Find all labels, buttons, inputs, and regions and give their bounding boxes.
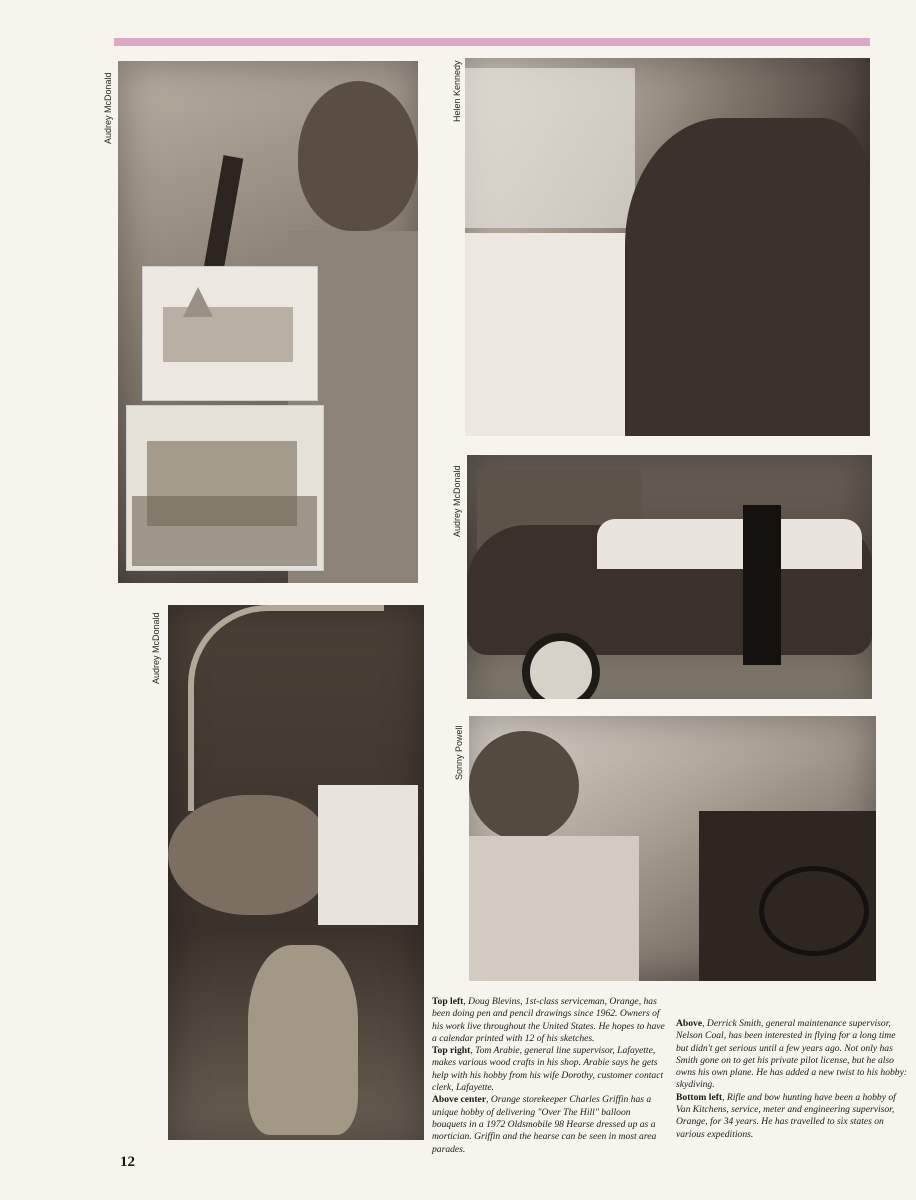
captions-column-right bbox=[676, 1018, 910, 1141]
photo-credit-top-right: Helen Kennedy bbox=[452, 60, 462, 122]
captions-column-left bbox=[432, 996, 667, 1156]
page-number: 12 bbox=[120, 1154, 135, 1170]
man-working bbox=[625, 118, 870, 436]
photo-hunting-trophies bbox=[168, 605, 424, 1140]
hearse-roof bbox=[597, 519, 862, 569]
deer-mount bbox=[248, 945, 358, 1135]
photo-credit-bottom-left: Audrey McDonald bbox=[151, 612, 161, 684]
caption-top-right: Top right, Tom Arabie, general line supervisor, Lafayette, makes various wood crafts in his shop. Arabie says he gets help with his hobby from his wife Dorothy, customer contact clerk, Lafayette. bbox=[432, 1045, 664, 1094]
elk-antlers bbox=[188, 605, 384, 811]
drawing-victorian-station bbox=[142, 266, 318, 401]
easel bbox=[203, 155, 244, 277]
caption-above: Above, Derrick Smith, general maintenance supervisor, Nelson Coal, has been interested in flying for a long time but didn't get serious until a few years ago. Not only has Smith gone on to get his private pilot license, but he also owns his own plane. He has added a new twist to his hobby: skydiving. bbox=[676, 1018, 908, 1091]
photo-credit-middle-right: Audrey McDonald bbox=[452, 465, 462, 537]
control-yoke bbox=[759, 866, 869, 956]
photo-wood-shop bbox=[465, 58, 870, 436]
photo-credit-top-left: Audrey McDonald bbox=[103, 72, 113, 144]
pilot-shirt bbox=[469, 836, 639, 981]
man-head bbox=[298, 81, 418, 231]
photo-artist-with-drawings bbox=[118, 61, 418, 583]
caption-above-center: Above center, Orange storekeeper Charles Griffin has a unique hobby of delivering "Over The Hill" balloon bouquets in a 1972 Oldsmobile 98 Hearse dressed up as a mortician. Griffin and the hearse can be seen in most area parades. bbox=[432, 1094, 657, 1155]
drawing-plantation-house bbox=[126, 405, 324, 571]
photo-plane-cockpit bbox=[469, 716, 876, 981]
pilot-head bbox=[469, 731, 579, 841]
man-white-shirt bbox=[318, 785, 418, 925]
man-in-top-hat bbox=[743, 505, 781, 665]
cabinet bbox=[465, 233, 635, 436]
header-accent-rule bbox=[114, 38, 870, 46]
photo-credit-bottom-right: Sonny Powell bbox=[454, 725, 464, 780]
caption-top-left: Top left, Doug Blevins, 1st-class serviceman, Orange, has been doing pen and pencil drawings since 1962. Owners of his work live throughout the United States. He hopes to have a calendar printed with 12 of his sketches. bbox=[432, 996, 665, 1044]
shelves bbox=[465, 68, 635, 228]
caption-bottom-left: Bottom left, Rifle and bow hunting have been a hobby of Van Kitchens, service, meter and engineering supervisor, Orange, for 34 years. He has travelled to six states on various expeditions. bbox=[676, 1091, 896, 1140]
elk-head bbox=[168, 795, 328, 915]
photo-hearse bbox=[467, 455, 872, 699]
